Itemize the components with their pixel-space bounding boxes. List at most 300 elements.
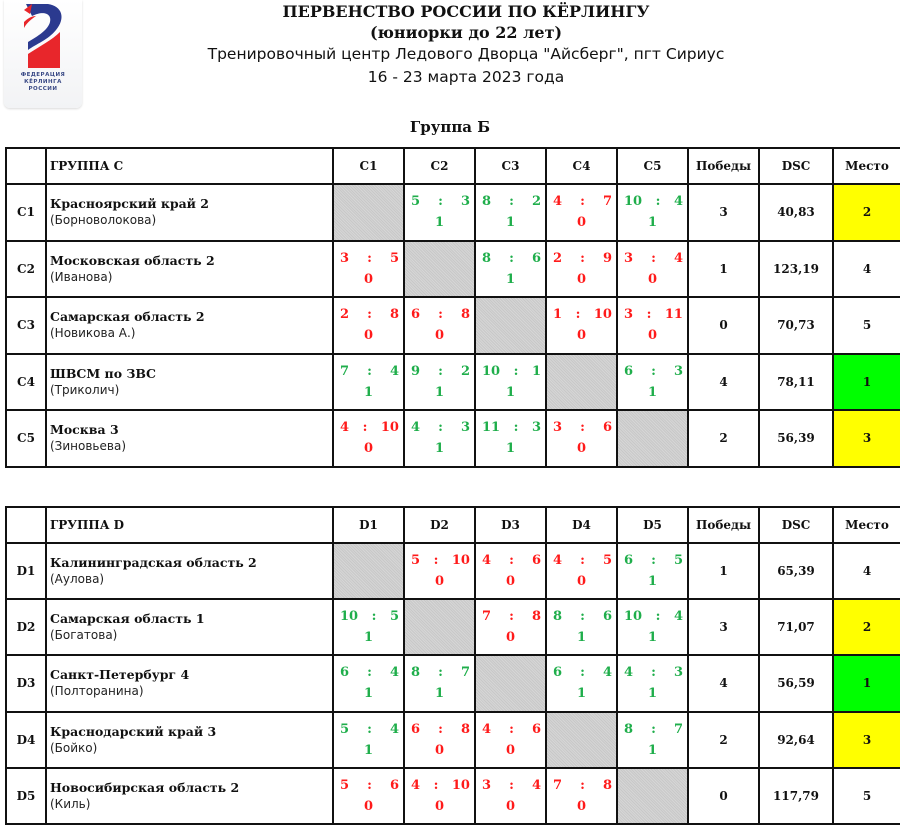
score-opponent: 8: [460, 721, 470, 737]
match-score: [618, 364, 687, 379]
team-skip: (Борноволокова): [50, 213, 157, 228]
opponent-column-header: D2: [404, 507, 475, 543]
team-name: Санкт-Петербург 4: [50, 667, 190, 683]
match-score: [334, 665, 403, 680]
score-separator: :: [438, 665, 443, 681]
score-opponent: 8: [389, 307, 399, 323]
score-own: 10: [624, 194, 643, 210]
score-own: 10: [624, 609, 643, 625]
match-score: [334, 722, 403, 737]
team-skip: (Иванова): [50, 269, 113, 284]
match-result-cell: [475, 410, 546, 467]
wins-value: 4: [688, 655, 759, 711]
score-own: 3: [340, 250, 350, 266]
match-points: 1: [647, 686, 658, 702]
score-own: 8: [411, 665, 421, 681]
score-own: 4: [624, 665, 634, 681]
score-opponent: 10: [451, 777, 470, 793]
score-own: 8: [624, 721, 634, 737]
match-points: 0: [505, 630, 516, 646]
score-own: 5: [340, 721, 350, 737]
opponent-column-header: C1: [333, 148, 404, 184]
score-separator: :: [655, 194, 661, 210]
score-opponent: 2: [531, 194, 541, 210]
logo-line: РОССИИ: [28, 86, 58, 92]
score-separator: :: [509, 777, 514, 793]
match-score: [334, 251, 403, 266]
team-name: Самарская область 1: [50, 611, 205, 627]
score-opponent: 4: [389, 721, 399, 737]
score-separator: :: [367, 363, 372, 379]
opponent-column-header: C5: [617, 148, 688, 184]
match-points: 0: [647, 271, 658, 287]
team-skip: (Киль): [50, 796, 91, 811]
score-own: 4: [553, 553, 563, 569]
score-separator: :: [580, 553, 585, 569]
place-header: Место: [833, 507, 900, 543]
team-code: C1: [6, 184, 46, 241]
team-cell: [46, 712, 333, 768]
self-match-cell: [546, 712, 617, 768]
match-result-cell: [546, 184, 617, 241]
match-points: 0: [576, 798, 587, 814]
team-name: Красноярский край 2: [50, 196, 210, 212]
score-own: 2: [553, 250, 563, 266]
score-own: 6: [624, 363, 634, 379]
opponent-column-header: D5: [617, 507, 688, 543]
score-opponent: 3: [531, 420, 541, 436]
team-row: [6, 655, 900, 711]
score-opponent: 4: [602, 665, 612, 681]
score-opponent: 7: [673, 721, 683, 737]
opponent-column-header: C4: [546, 148, 617, 184]
score-own: 8: [553, 609, 563, 625]
match-score: [547, 420, 616, 435]
match-score: [547, 778, 616, 793]
opponent-column-header: C2: [404, 148, 475, 184]
match-points: 1: [363, 630, 374, 646]
venue: Тренировочный центр Ледового Дворца "Айсберг", пгт Сириус: [207, 45, 725, 63]
score-own: 6: [624, 553, 634, 569]
team-name: ШВСМ по ЗВС: [50, 365, 156, 381]
match-points: 1: [647, 215, 658, 231]
score-own: 6: [553, 665, 563, 681]
match-points: 1: [647, 630, 658, 646]
match-points: 1: [647, 384, 658, 400]
score-own: 3: [553, 420, 563, 436]
document-title: ПЕРВЕНСТВО РОССИИ ПО КЁРЛИНГУ: [282, 2, 650, 21]
score-opponent: 10: [593, 307, 612, 323]
score-opponent: 8: [460, 307, 470, 323]
team-name: Новосибирская область 2: [50, 779, 240, 795]
score-own: 4: [553, 194, 563, 210]
wins-value: 0: [688, 768, 759, 824]
team-code: D1: [6, 543, 46, 599]
score-opponent: 5: [673, 553, 683, 569]
score-opponent: 4: [531, 777, 541, 793]
team-skip: (Богатова): [50, 628, 118, 643]
score-separator: :: [438, 194, 443, 210]
match-points: 0: [434, 798, 445, 814]
match-score: [476, 251, 545, 266]
team-row: [6, 712, 900, 768]
score-own: 8: [482, 194, 492, 210]
team-code: D2: [6, 599, 46, 655]
match-score: [405, 722, 474, 737]
team-skip: (Бойко): [50, 740, 98, 755]
score-opponent: 6: [389, 777, 399, 793]
match-points: 0: [576, 328, 587, 344]
self-match-cell: [475, 297, 546, 354]
team-code: C2: [6, 241, 46, 298]
match-score: [618, 665, 687, 680]
score-opponent: 1: [531, 363, 541, 379]
place-header: Место: [833, 148, 900, 184]
score-own: 10: [340, 609, 359, 625]
score-opponent: 6: [531, 250, 541, 266]
team-name: Калининградская область 2: [50, 555, 257, 571]
match-points: 1: [505, 441, 516, 457]
match-result-cell: [475, 241, 546, 298]
team-row: [6, 354, 900, 411]
score-separator: :: [509, 194, 514, 210]
wins-value: 2: [688, 712, 759, 768]
place-value: 2: [833, 184, 900, 241]
score-own: 4: [411, 777, 421, 793]
dates: 16 - 23 марта 2023 года: [367, 68, 565, 86]
score-separator: :: [655, 609, 661, 625]
dsc-value: 117,79: [759, 768, 833, 824]
match-score: [334, 778, 403, 793]
match-points: 1: [576, 630, 587, 646]
corner-cell: [6, 148, 46, 184]
wins-value: 3: [688, 184, 759, 241]
wins-value: 1: [688, 543, 759, 599]
score-opponent: 10: [451, 553, 470, 569]
score-opponent: 4: [673, 609, 683, 625]
match-points: 1: [647, 574, 658, 590]
score-own: 3: [624, 307, 634, 323]
score-opponent: 3: [673, 363, 683, 379]
place-value: 3: [833, 712, 900, 768]
score-separator: :: [367, 665, 372, 681]
score-own: 4: [411, 420, 421, 436]
match-points: 0: [576, 271, 587, 287]
match-result-cell: [617, 712, 688, 768]
self-match-cell: [475, 655, 546, 711]
group-name-header: ГРУППА D: [46, 507, 333, 543]
score-separator: :: [438, 420, 443, 436]
match-result-cell: [475, 768, 546, 824]
score-own: 6: [411, 721, 421, 737]
group-title: Группа Б: [409, 118, 491, 136]
place-value: 1: [833, 655, 900, 711]
score-opponent: 6: [531, 721, 541, 737]
self-match-cell: [333, 184, 404, 241]
header-row: [6, 148, 900, 184]
score-separator: :: [509, 721, 514, 737]
score-separator: :: [438, 721, 443, 737]
match-score: [405, 194, 474, 209]
score-separator: :: [651, 250, 656, 266]
match-score: [547, 609, 616, 624]
match-result-cell: [617, 655, 688, 711]
score-opponent: 3: [673, 665, 683, 681]
match-points: 0: [363, 441, 374, 457]
match-result-cell: [475, 354, 546, 411]
match-points: 1: [434, 384, 445, 400]
match-result-cell: [404, 712, 475, 768]
match-score: [405, 364, 474, 379]
team-name: Московская область 2: [50, 252, 215, 268]
score-opponent: 7: [602, 194, 612, 210]
team-cell: [46, 241, 333, 298]
score-separator: :: [513, 420, 519, 436]
match-result-cell: [546, 655, 617, 711]
score-opponent: 9: [602, 250, 612, 266]
standings-table-group-c: [5, 147, 900, 468]
score-own: 5: [411, 553, 421, 569]
self-match-cell: [333, 543, 404, 599]
opponent-column-header: D4: [546, 507, 617, 543]
dsc-value: 71,07: [759, 599, 833, 655]
match-result-cell: [404, 354, 475, 411]
score-separator: :: [367, 777, 372, 793]
group-name-header: ГРУППА С: [46, 148, 333, 184]
score-separator: :: [651, 721, 656, 737]
match-score: [405, 778, 474, 793]
wins-value: 1: [688, 241, 759, 298]
score-own: 7: [553, 777, 563, 793]
match-points: 0: [576, 441, 587, 457]
team-code: C5: [6, 410, 46, 467]
score-own: 11: [482, 420, 501, 436]
match-result-cell: [333, 410, 404, 467]
place-value: 3: [833, 410, 900, 467]
match-score: [405, 665, 474, 680]
match-result-cell: [333, 768, 404, 824]
team-code: D5: [6, 768, 46, 824]
match-points: 0: [505, 574, 516, 590]
team-skip: (Полторанина): [50, 684, 144, 699]
wins-value: 3: [688, 599, 759, 655]
match-result-cell: [546, 410, 617, 467]
score-separator: :: [651, 363, 656, 379]
match-points: 0: [434, 742, 445, 758]
match-points: 0: [576, 574, 587, 590]
score-opponent: 8: [531, 609, 541, 625]
match-result-cell: [617, 599, 688, 655]
match-result-cell: [333, 599, 404, 655]
score-opponent: 4: [673, 194, 683, 210]
score-opponent: 5: [389, 250, 399, 266]
match-result-cell: [404, 768, 475, 824]
score-own: 7: [340, 363, 350, 379]
team-cell: [46, 655, 333, 711]
self-match-cell: [617, 410, 688, 467]
score-opponent: 7: [460, 665, 470, 681]
match-result-cell: [546, 543, 617, 599]
match-result-cell: [333, 712, 404, 768]
team-name: Москва 3: [50, 422, 119, 438]
score-opponent: 4: [389, 363, 399, 379]
match-score: [547, 251, 616, 266]
score-own: 5: [411, 194, 421, 210]
place-value: 4: [833, 241, 900, 298]
team-cell: [46, 768, 333, 824]
match-result-cell: [475, 184, 546, 241]
match-points: 1: [505, 271, 516, 287]
score-separator: :: [438, 363, 443, 379]
match-points: 0: [505, 798, 516, 814]
match-score: [405, 553, 474, 568]
score-own: 7: [482, 609, 492, 625]
match-result-cell: [404, 410, 475, 467]
score-separator: :: [575, 307, 581, 323]
score-opponent: 5: [602, 553, 612, 569]
score-opponent: 4: [389, 665, 399, 681]
team-row: [6, 599, 900, 655]
match-score: [334, 364, 403, 379]
match-score: [334, 609, 403, 624]
dsc-value: 65,39: [759, 543, 833, 599]
match-score: [618, 194, 687, 209]
corner-cell: [6, 507, 46, 543]
match-points: 0: [363, 328, 374, 344]
team-code: D4: [6, 712, 46, 768]
place-value: 5: [833, 768, 900, 824]
score-opponent: 3: [460, 420, 470, 436]
opponent-column-header: D1: [333, 507, 404, 543]
score-separator: :: [646, 307, 652, 323]
wins-value: 0: [688, 297, 759, 354]
score-separator: :: [651, 553, 656, 569]
score-separator: :: [367, 307, 372, 323]
match-score: [476, 420, 545, 435]
score-opponent: 11: [664, 307, 683, 323]
match-points: 1: [576, 686, 587, 702]
match-score: [618, 553, 687, 568]
score-own: 4: [482, 553, 492, 569]
team-cell: [46, 543, 333, 599]
score-own: 4: [482, 721, 492, 737]
team-skip: (Зиновьева): [50, 439, 126, 454]
score-opponent: 6: [602, 609, 612, 625]
match-score: [476, 609, 545, 624]
team-cell: [46, 354, 333, 411]
match-score: [334, 307, 403, 322]
score-separator: :: [438, 307, 443, 323]
match-points: 0: [647, 328, 658, 344]
match-result-cell: [333, 655, 404, 711]
team-code: C3: [6, 297, 46, 354]
match-points: 0: [434, 328, 445, 344]
team-row: [6, 297, 900, 354]
score-own: 6: [411, 307, 421, 323]
match-points: 1: [363, 686, 374, 702]
score-separator: :: [371, 609, 377, 625]
score-opponent: 8: [602, 777, 612, 793]
opponent-column-header: C3: [475, 148, 546, 184]
team-skip: (Триколич): [50, 382, 120, 397]
score-separator: :: [367, 250, 372, 266]
match-score: [405, 420, 474, 435]
match-score: [618, 609, 687, 624]
match-result-cell: [475, 599, 546, 655]
match-points: 1: [505, 384, 516, 400]
team-row: [6, 184, 900, 241]
match-score: [476, 778, 545, 793]
score-separator: :: [580, 194, 585, 210]
match-score: [334, 420, 403, 435]
match-score: [547, 194, 616, 209]
match-result-cell: [475, 712, 546, 768]
dsc-header: DSC: [759, 507, 833, 543]
team-cell: [46, 599, 333, 655]
score-own: 3: [624, 250, 634, 266]
team-name: Краснодарский край 3: [50, 723, 217, 739]
dsc-value: 92,64: [759, 712, 833, 768]
match-result-cell: [546, 768, 617, 824]
match-result-cell: [404, 655, 475, 711]
match-score: [476, 553, 545, 568]
score-separator: :: [433, 553, 439, 569]
wins-header: Победы: [688, 148, 759, 184]
dsc-value: 78,11: [759, 354, 833, 411]
match-result-cell: [475, 543, 546, 599]
logo-line: ФЕДЕРАЦИЯ: [20, 72, 66, 78]
match-score: [476, 364, 545, 379]
score-separator: :: [367, 721, 372, 737]
match-score: [476, 194, 545, 209]
team-cell: [46, 184, 333, 241]
score-own: 9: [411, 363, 421, 379]
match-points: 0: [363, 798, 374, 814]
match-points: 1: [363, 742, 374, 758]
place-value: 2: [833, 599, 900, 655]
match-result-cell: [546, 297, 617, 354]
match-score: [547, 553, 616, 568]
dsc-value: 40,83: [759, 184, 833, 241]
team-skip: (Новикова А.): [50, 326, 136, 341]
match-result-cell: [333, 354, 404, 411]
team-row: [6, 768, 900, 824]
wins-value: 4: [688, 354, 759, 411]
self-match-cell: [404, 599, 475, 655]
place-value: 1: [833, 354, 900, 411]
score-opponent: 6: [602, 420, 612, 436]
score-separator: :: [513, 363, 519, 379]
match-result-cell: [404, 184, 475, 241]
match-result-cell: [404, 543, 475, 599]
score-separator: :: [580, 609, 585, 625]
match-result-cell: [617, 354, 688, 411]
score-opponent: 10: [380, 420, 399, 436]
team-code: D3: [6, 655, 46, 711]
opponent-column-header: D3: [475, 507, 546, 543]
score-separator: :: [509, 553, 514, 569]
match-score: [618, 251, 687, 266]
score-opponent: 6: [531, 553, 541, 569]
match-result-cell: [617, 184, 688, 241]
score-separator: :: [509, 609, 514, 625]
match-points: 1: [647, 742, 658, 758]
match-score: [476, 722, 545, 737]
match-points: 0: [505, 742, 516, 758]
dsc-value: 56,59: [759, 655, 833, 711]
match-result-cell: [333, 241, 404, 298]
team-row: [6, 241, 900, 298]
